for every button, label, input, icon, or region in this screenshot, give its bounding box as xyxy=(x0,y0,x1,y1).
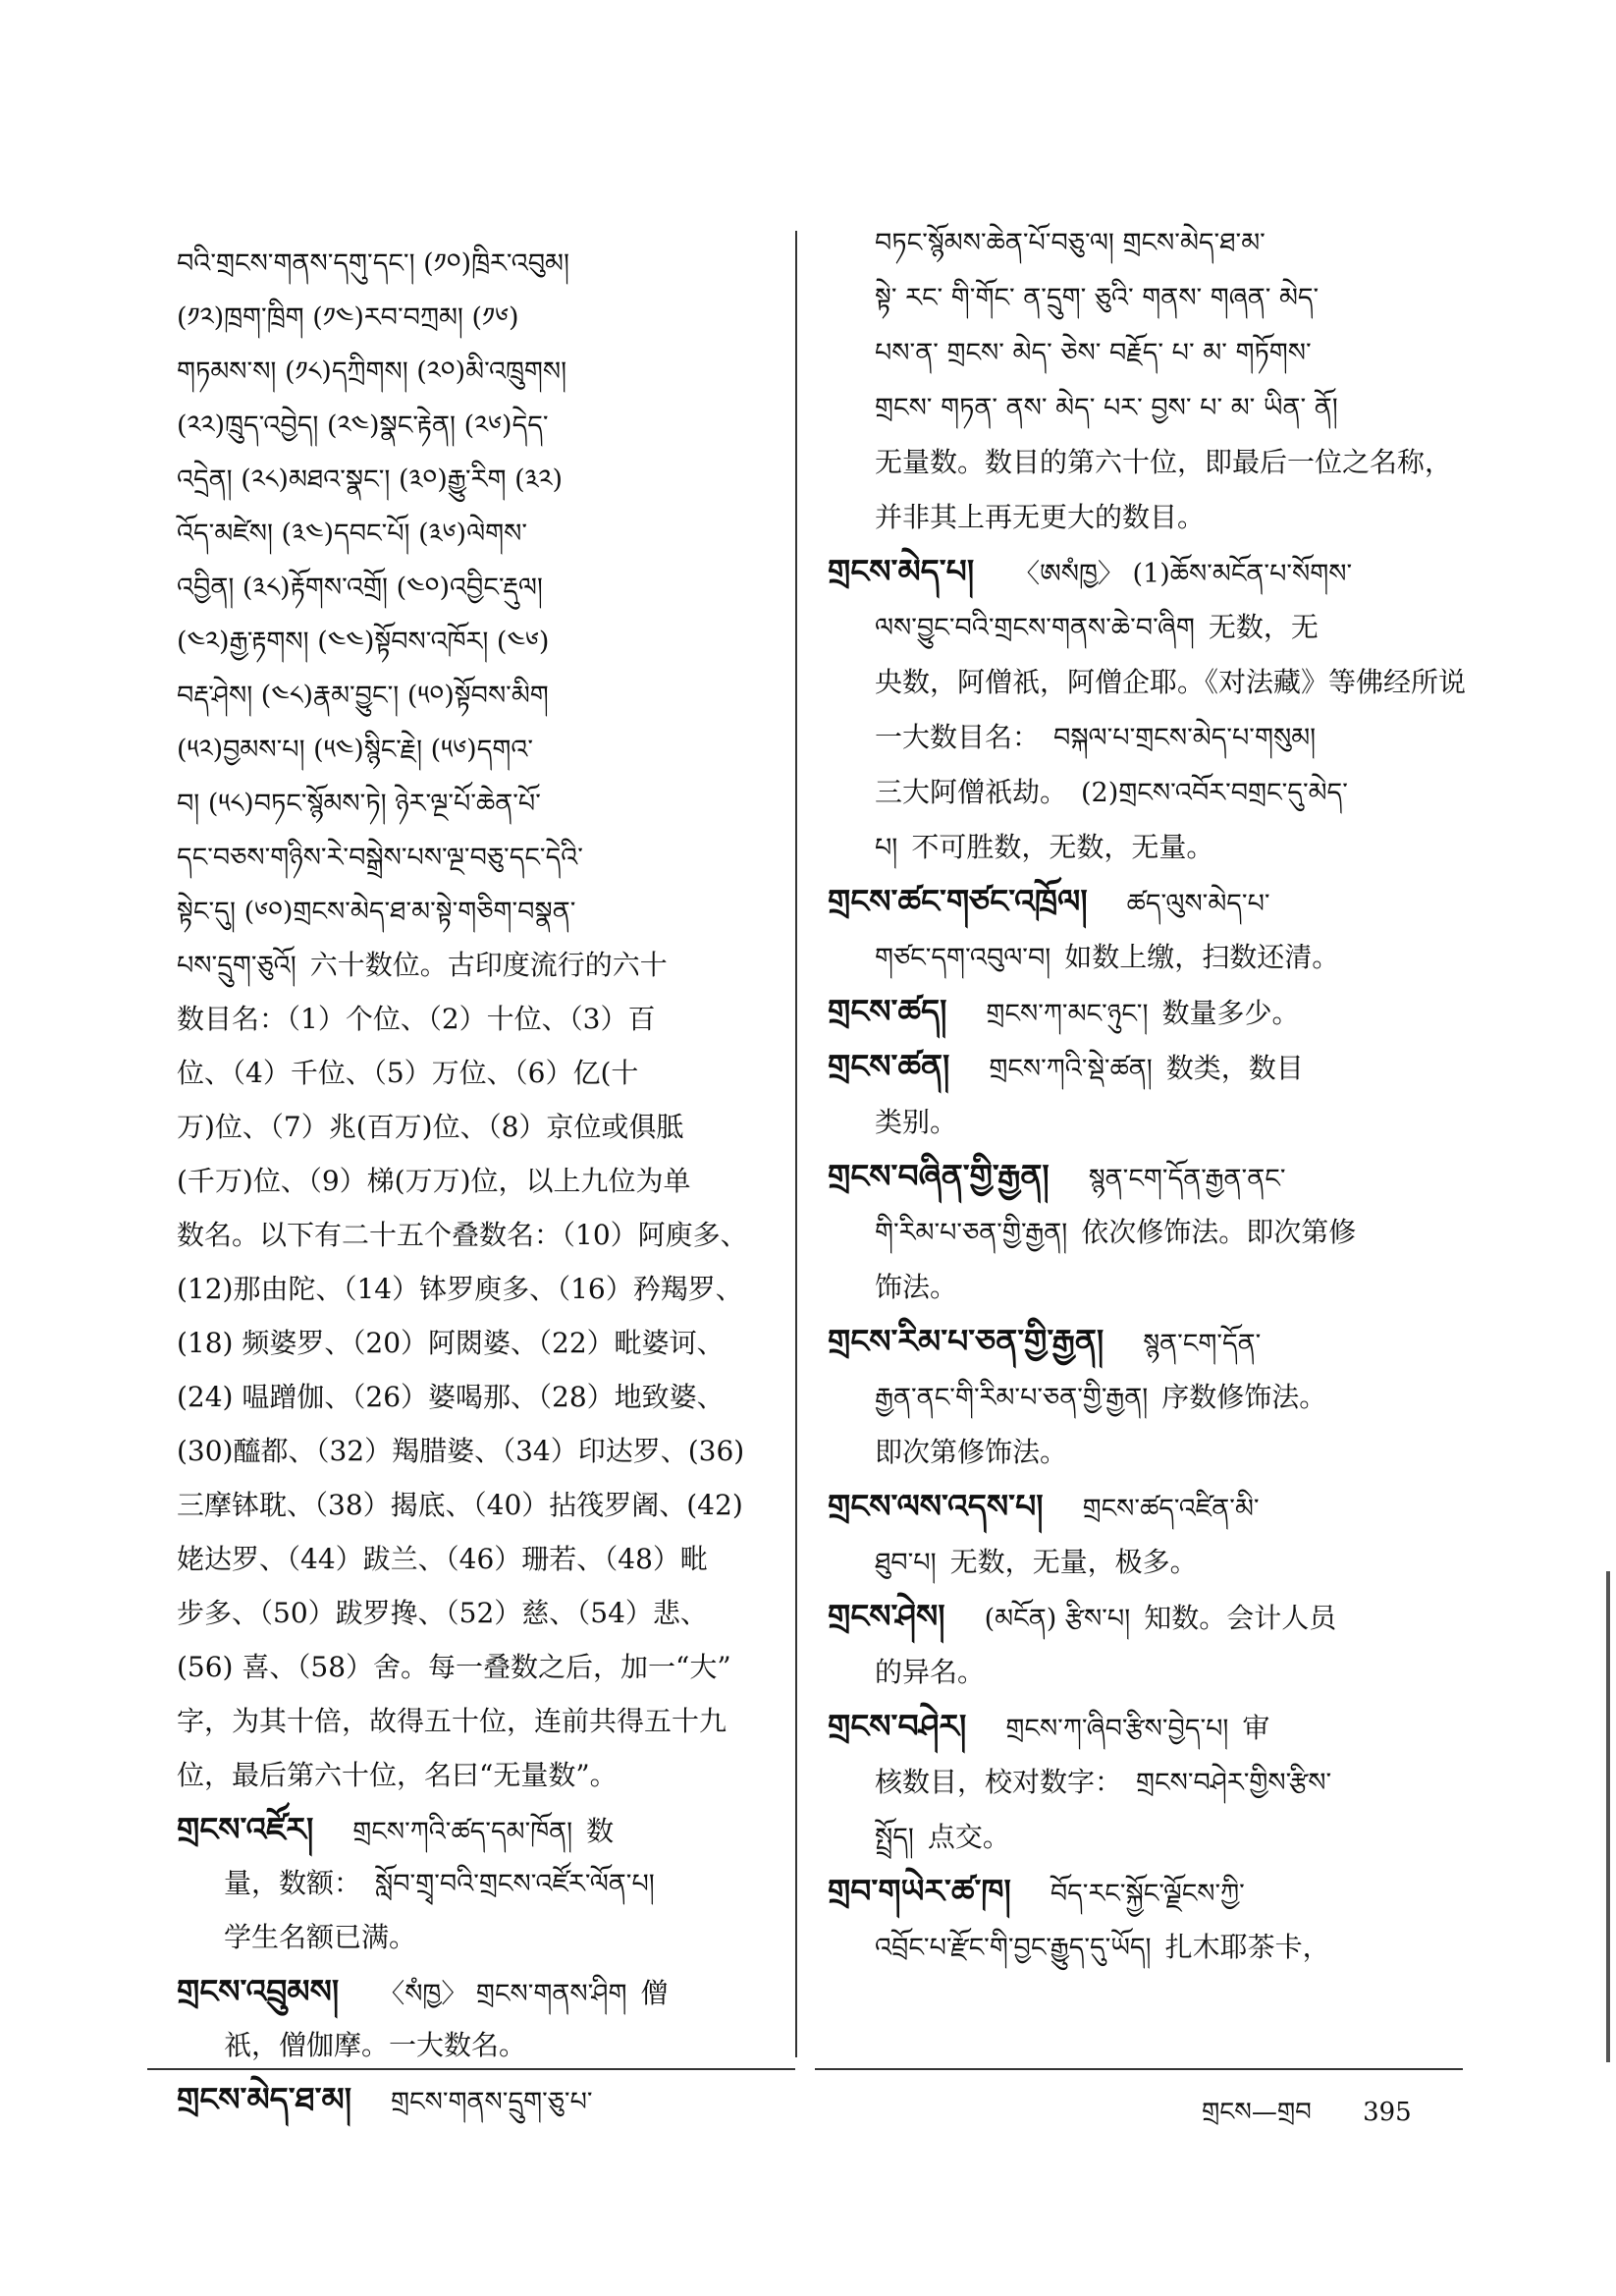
chinese-text: 类别。 xyxy=(875,1106,958,1138)
tibetan-text: 〈ཨསཾཁྱ〉 (1)ཆོས་མངོན་པ་སོགས་ xyxy=(1013,559,1353,589)
text-line xyxy=(177,722,778,776)
chinese-text: 依次修饰法。即次第修 xyxy=(1081,1216,1357,1248)
tibetan-text: གཏམས་ས། (༡༨)དཀྲིགས། (༢༠)མི་འཁྲུགས། xyxy=(177,356,567,387)
headword: གྲངས་ཤེས། xyxy=(828,1597,945,1635)
headword: གྲངས་ཚན། xyxy=(828,1047,950,1085)
tibetan-text: འདྲེན། (༢༨)མཐའ་སྣང་། (༣༠)རྒྱུ་རིག (༣༢) xyxy=(177,465,564,495)
tibetan-text: པ། xyxy=(875,833,898,863)
text-line xyxy=(177,1154,778,1208)
tibetan-text: པས་དྲུག་ཅུའོ། xyxy=(177,951,296,981)
text-line xyxy=(177,2018,778,2072)
chinese-text: 祇，僧伽摩。一大数名。 xyxy=(224,2029,527,2061)
tibetan-text: ལས་བྱུང་བའི་གྲངས་གནས་ཆེ་བ་ཞིག xyxy=(875,613,1195,643)
chinese-text: 不可胜数，无数，无量。 xyxy=(911,831,1214,863)
text-line xyxy=(828,709,1466,764)
footer-rule xyxy=(815,2068,1463,2070)
tibetan-text: (མངོན) རྩིས་པ། xyxy=(984,1604,1131,1634)
text-line xyxy=(177,1262,778,1316)
headword: གྲངས་མེད་ཐ་མ། xyxy=(177,2080,352,2118)
dictionary-entry-line xyxy=(177,2072,778,2126)
chinese-text: 扎木耶茶卡， xyxy=(1164,1931,1330,1963)
text-line xyxy=(177,398,778,452)
text-line xyxy=(177,1586,778,1640)
chinese-text: 央数，阿僧祇，阿僧企耶。《对法藏》等佛经所说 xyxy=(875,666,1467,698)
chinese-text: 数目名：（1）个位、（2）十位、（3）百 xyxy=(177,1003,656,1035)
headword: གྲངས་ཚང་གཙང་འཁྲོལ། xyxy=(828,882,1088,920)
text-line xyxy=(828,819,1466,874)
tibetan-text: བསྐལ་པ་གྲངས་མེད་པ་གསུམ། xyxy=(1053,723,1317,753)
chinese-text: 无量数。数目的第六十位，即最后一位之名称， xyxy=(875,446,1453,478)
dictionary-entry-line xyxy=(177,1964,778,2018)
chinese-text: 数名。以下有二十五个叠数名：（10）阿庾多、 xyxy=(177,1219,748,1251)
tibetan-text: བཏང་སྙོམས་ཆེན་པོ་བཅུ་ལ། གྲངས་མེད་ཐ་མ་ xyxy=(875,228,1266,258)
chinese-text: 六十数位。古印度流行的六十 xyxy=(309,949,668,981)
chinese-text: 点交。 xyxy=(927,1821,1010,1853)
text-line xyxy=(177,560,778,614)
tibetan-text: (༥༢)བྱམས་པ། (༥༤)སྙིང་རྗེ། (༥༦)དགའ་ xyxy=(177,735,534,765)
text-line xyxy=(177,344,778,398)
chinese-text: 无数，无 xyxy=(1208,611,1319,643)
text-line xyxy=(177,884,778,938)
chinese-text: 饰法。 xyxy=(875,1271,958,1303)
tibetan-text: གྲངས་ཀ་མང་ཉུང་། xyxy=(986,999,1149,1029)
right-column xyxy=(828,214,1466,1974)
headword: གྲངས་རིམ་པ་ཅན་གྱི་རྒྱན། xyxy=(828,1322,1104,1360)
text-line xyxy=(828,1919,1466,1974)
scan-edge-mark xyxy=(1606,1571,1610,2062)
dictionary-entry-line xyxy=(828,1314,1466,1369)
chinese-text: 核数目，校对数字： xyxy=(875,1766,1123,1798)
chinese-text: 一大数目名： xyxy=(875,721,1041,753)
text-line xyxy=(177,1748,778,1802)
chinese-text: (56) 喜、（58）舍。每一叠数之后，加一“大” xyxy=(177,1651,731,1683)
chinese-text: 数 xyxy=(586,1815,615,1847)
tibetan-text: བོད་རང་སྐྱོང་ལྗོངས་ཀྱི་ xyxy=(1050,1879,1245,1909)
chinese-text: 姥达罗、（44）跋兰、（46）珊若、（48）毗 xyxy=(177,1543,708,1575)
tibetan-text: གྲངས་ཀའི་སྡེ་ཚན། xyxy=(989,1054,1153,1084)
text-line xyxy=(828,269,1466,324)
chinese-text: (24) 嗢蹭伽、（26）婆喝那、（28）地致婆、 xyxy=(177,1381,725,1413)
dictionary-entry-line xyxy=(828,1699,1466,1754)
left-column xyxy=(177,236,778,2126)
tibetan-text: སྟེ་ རང་ གི་གོང་ ན་དྲུག་ ཅུའི་ གནས་ གཞན་ མེད་ xyxy=(875,283,1320,313)
tibetan-text: འབྲོང་པ་རྫོང་གི་བྱང་རྒྱུད་དུ་ཡོད། xyxy=(875,1933,1152,1963)
text-line xyxy=(177,776,778,830)
text-line xyxy=(828,489,1466,544)
footer-rule xyxy=(147,2068,795,2070)
tibetan-text: གྲངས་ཀ་ཞིབ་རྩིས་བྱེད་པ། xyxy=(1005,1714,1229,1744)
tibetan-text: སྙན་ངག་དོན་ xyxy=(1143,1329,1262,1359)
text-line xyxy=(177,668,778,722)
chinese-text: (30)醯都、（32）羯腊婆、（34）印达罗、(36) xyxy=(177,1435,745,1467)
dictionary-entry-line xyxy=(828,874,1466,929)
chinese-text: 的异名。 xyxy=(875,1656,986,1688)
text-line xyxy=(828,214,1466,269)
text-line xyxy=(177,1046,778,1100)
tibetan-text: (2)གྲངས་འབོར་བགྲང་དུ་མེད་ xyxy=(1081,778,1348,808)
tibetan-text: བའི་གྲངས་གནས་དགུ་དང་། (༡༠)ཁྲིར་འབུམ། xyxy=(177,248,569,279)
text-line xyxy=(828,929,1466,984)
headword: གྲབ་གཡེར་ཚ་ཁ། xyxy=(828,1872,1011,1910)
chinese-text: (12)那由陀、（14）钵罗庾多、（16）矜羯罗、 xyxy=(177,1273,743,1305)
text-line xyxy=(828,1424,1466,1479)
text-line xyxy=(177,1208,778,1262)
tibetan-text: སྟེང་དུ། (༦༠)གྲངས་མེད་ཐ་མ་སྟེ་གཅིག་བསྣན་ xyxy=(177,897,576,927)
headword: གྲངས་འཛོར། xyxy=(177,1810,314,1848)
text-line xyxy=(828,1754,1466,1809)
text-line xyxy=(177,1478,778,1532)
tibetan-text: དང་བཅས་གཉིས་རེ་བསྒྲེས་པས་ལྔ་བཅུ་དང་དེའི་ xyxy=(177,843,583,873)
text-line xyxy=(177,1316,778,1370)
text-line xyxy=(177,452,778,506)
headword: གྲངས་ལས་འདས་པ། xyxy=(828,1487,1044,1525)
text-line xyxy=(177,290,778,344)
text-line xyxy=(828,1094,1466,1149)
chinese-text: 无数，无量，极多。 xyxy=(949,1546,1198,1578)
tibetan-text: པས་ན་ གྲངས་ མེད་ ཅེས་ བརྗོད་ པ་ མ་ གཏོགས་ xyxy=(875,338,1312,368)
text-line xyxy=(828,1534,1466,1589)
text-line xyxy=(177,830,778,884)
tibetan-text: (༢༢)ཁྲུད་འབྱེད། (༢༤)སྣང་རྟེན། (༢༦)དེད་ xyxy=(177,410,549,441)
headword: གྲངས་མེད་པ། xyxy=(828,552,975,590)
text-line xyxy=(177,236,778,290)
chinese-text: 僧 xyxy=(640,1977,669,2009)
text-line xyxy=(177,1910,778,1964)
chinese-text: 位，最后第六十位，名曰“无量数”。 xyxy=(177,1759,618,1791)
tibetan-text: བརྡ་ཤེས། (༤༨)རྣམ་བྱུང་། (༥༠)སྟོབས་མིག xyxy=(177,681,549,711)
tibetan-text: ཐུབ་པ། xyxy=(875,1548,937,1578)
text-line xyxy=(828,434,1466,489)
tibetan-text: གྲངས་བཤེར་གྱིས་རྩིས་ xyxy=(1136,1768,1332,1798)
chinese-text: 学生名额已满。 xyxy=(224,1921,417,1953)
dictionary-entry-line xyxy=(177,1802,778,1856)
text-line xyxy=(828,599,1466,654)
chinese-text: 量，数额： xyxy=(224,1867,362,1899)
text-line xyxy=(177,614,778,668)
text-line xyxy=(177,1856,778,1910)
dictionary-entry-line xyxy=(828,544,1466,599)
tibetan-text: (༤༢)རྒྱ་རྟགས། (༤༤)སྟོབས་འཁོར། (༤༦) xyxy=(177,627,550,657)
tibetan-text: བ། (༥༨)བཏང་སྙོམས་ཏེ། ཉེར་ལྔ་པོ་ཆེན་པོ་ xyxy=(177,789,541,819)
text-line xyxy=(828,324,1466,379)
tibetan-text: སྤྲོད། xyxy=(875,1823,914,1853)
text-line xyxy=(177,1424,778,1478)
text-line xyxy=(828,1369,1466,1424)
tibetan-text: (༡༢)ཁྲག་ཁྲིག (༡༤)རབ་བཀྲམ། (༡༦) xyxy=(177,302,519,333)
text-line xyxy=(177,1100,778,1154)
dictionary-entry-line xyxy=(828,1149,1466,1204)
text-line xyxy=(828,1204,1466,1259)
text-line xyxy=(828,764,1466,819)
chinese-text: 如数上缴，扫数还清。 xyxy=(1064,941,1340,973)
chinese-text: 步多、（50）跋罗搀、（52）慈、（54）悲、 xyxy=(177,1597,708,1629)
headword: གྲངས་ཚད། xyxy=(828,992,947,1030)
tibetan-text: གཙང་དག་འབུལ་བ། xyxy=(875,943,1051,973)
text-line xyxy=(828,654,1466,709)
chinese-text: (18) 频婆罗、（20）阿閦婆、（22）毗婆诃、 xyxy=(177,1327,725,1359)
chinese-text: 并非其上再无更大的数目。 xyxy=(875,501,1206,533)
tibetan-text: གྲངས་ཚད་འཛིན་མི་ xyxy=(1082,1494,1260,1524)
tibetan-text: སློབ་གྲྭ་བའི་གྲངས་འཛོར་ལོན་པ། xyxy=(375,1869,655,1899)
running-head: གྲངས—གྲབ xyxy=(1202,2098,1312,2127)
text-line xyxy=(828,1259,1466,1314)
chinese-text: (千万)位、（9）梯(万万)位，以上九位为单 xyxy=(177,1165,691,1197)
tibetan-text: ཚད་ལུས་མེད་པ་ xyxy=(1126,889,1270,919)
text-line xyxy=(177,992,778,1046)
text-line xyxy=(177,1640,778,1694)
chinese-text: 字，为其十倍，故得五十位，连前共得五十九 xyxy=(177,1705,727,1737)
chinese-text: 知数。会计人员 xyxy=(1144,1602,1337,1634)
chinese-text: 序数修饰法。 xyxy=(1161,1381,1327,1413)
chinese-text: 数量多少。 xyxy=(1161,997,1300,1029)
text-line xyxy=(177,506,778,560)
text-line xyxy=(177,1532,778,1586)
tibetan-text: རྒྱན་ནང་གི་རིམ་པ་ཅན་གྱི་རྒྱན། xyxy=(875,1383,1149,1413)
tibetan-text: འབྱིན། (༣༨)རྟོགས་འགྲོ། (༤༠)འབྱིང་རྡུལ། xyxy=(177,573,543,603)
text-line xyxy=(177,1370,778,1424)
headword: གྲངས་བཤེར། xyxy=(828,1707,967,1745)
column-divider xyxy=(795,231,797,2057)
text-line xyxy=(828,379,1466,434)
page-footer xyxy=(1202,2084,1412,2156)
chinese-text: 三摩钵耽、（38）揭底、（40）拈筏罗阇、(42) xyxy=(177,1489,743,1521)
dictionary-entry-line xyxy=(828,984,1466,1039)
dictionary-entry-line xyxy=(828,1864,1466,1919)
chinese-text: 数类，数目 xyxy=(1165,1052,1304,1084)
headword: གྲངས་བཞིན་གྱི་རྒྱན། xyxy=(828,1157,1050,1195)
headword: གྲངས་འབྲུམས། xyxy=(177,1972,340,2010)
tibetan-text: 〈སཾཁྱ〉 གྲངས་གནས་ཤིག xyxy=(378,1979,627,2009)
text-line xyxy=(177,1694,778,1748)
chinese-text: 位、（4）千位、（5）万位、（6）亿(十 xyxy=(177,1057,639,1089)
chinese-text: 即次第修饰法。 xyxy=(875,1436,1068,1468)
tibetan-text: གི་རིམ་པ་ཅན་གྱི་རྒྱན། xyxy=(875,1218,1068,1248)
tibetan-text: གྲངས་གནས་དྲུག་ཅུ་པ་ xyxy=(391,2087,593,2117)
dictionary-entry-line xyxy=(828,1589,1466,1644)
tibetan-text: གྲངས་ གཏན་ ནས་ མེད་ པར་ བྱས་ པ་ མ་ ཡིན་ ནོ། xyxy=(875,393,1338,423)
text-line xyxy=(828,1809,1466,1864)
dictionary-entry-line xyxy=(828,1039,1466,1094)
text-line xyxy=(828,1644,1466,1699)
tibetan-text: འོད་མཛེས། (༣༤)དབང་པོ། (༣༦)ལེགས་ xyxy=(177,519,528,549)
chinese-text: 万)位、（7）兆(百万)位、（8）京位或俱胝 xyxy=(177,1111,684,1143)
chinese-text: 三大阿僧祇劫。 xyxy=(875,776,1068,808)
tibetan-text: སྙན་ངག་དོན་རྒྱན་ནང་ xyxy=(1088,1164,1286,1194)
page-number: 395 xyxy=(1363,2098,1412,2127)
tibetan-text: གྲངས་ཀའི་ཚད་དམ་ཁོན། xyxy=(352,1817,573,1847)
chinese-text: 审 xyxy=(1242,1712,1270,1744)
text-line xyxy=(177,938,778,992)
dictionary-entry-line xyxy=(828,1479,1466,1534)
